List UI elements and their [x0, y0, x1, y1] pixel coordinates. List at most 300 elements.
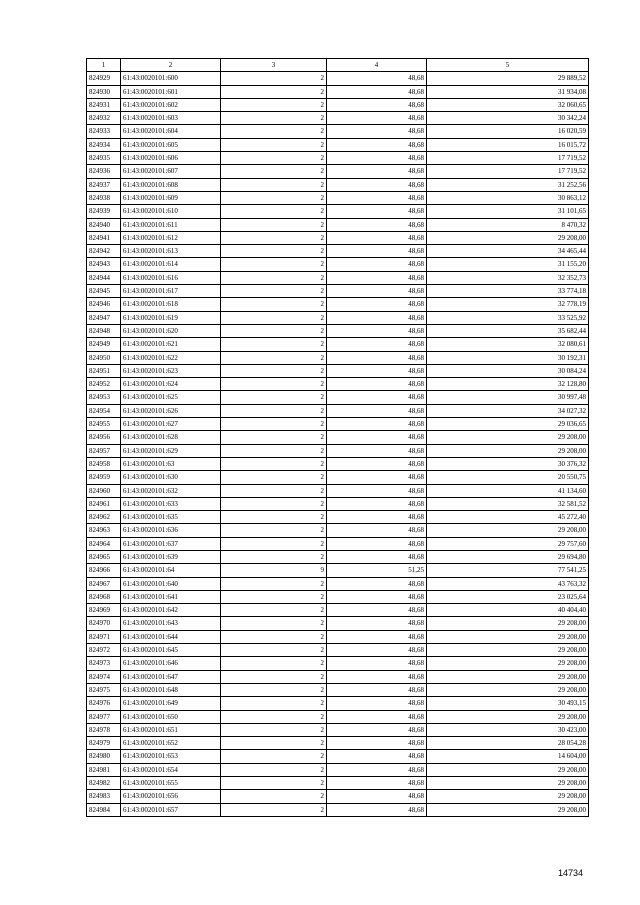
- table-cell: 61:43:0020101:604: [121, 125, 221, 138]
- table-cell: 824930: [87, 85, 121, 98]
- table-cell: 824965: [87, 550, 121, 563]
- table-cell: 824961: [87, 497, 121, 510]
- table-cell: 16 015,72: [427, 138, 589, 151]
- table-row: [87, 710, 589, 723]
- table-cell: 31 252,56: [427, 178, 589, 191]
- table-cell: 2: [221, 683, 327, 696]
- table-row: [87, 338, 589, 351]
- table-cell: 824970: [87, 617, 121, 630]
- table-cell: 23 025,64: [427, 590, 589, 603]
- table-cell: 48,68: [327, 298, 427, 311]
- table-cell: 48,68: [327, 537, 427, 550]
- table-cell: 824976: [87, 697, 121, 710]
- table-cell: 824954: [87, 404, 121, 417]
- table-cell: 61:43:0020101:611: [121, 218, 221, 231]
- table-cell: 2: [221, 324, 327, 337]
- table-cell: 40 404,40: [427, 604, 589, 617]
- table-cell: 824947: [87, 311, 121, 324]
- table-cell: 61:43:0020101:642: [121, 604, 221, 617]
- table-row: [87, 85, 589, 98]
- table-cell: 2: [221, 378, 327, 391]
- table-cell: 2: [221, 138, 327, 151]
- table-cell: 61:43:0020101:629: [121, 444, 221, 457]
- table-row: [87, 577, 589, 590]
- table-cell: 824949: [87, 338, 121, 351]
- table-cell: 2: [221, 550, 327, 563]
- table-cell: 29 208,00: [427, 630, 589, 643]
- table-row: [87, 285, 589, 298]
- table-row: [87, 457, 589, 470]
- table-cell: 61:43:0020101:622: [121, 351, 221, 364]
- table-cell: 824977: [87, 710, 121, 723]
- table-cell: 2: [221, 351, 327, 364]
- table-cell: 824943: [87, 258, 121, 271]
- table-row: [87, 311, 589, 324]
- column-header-1: 1: [87, 59, 121, 72]
- table-cell: 824953: [87, 391, 121, 404]
- table-cell: 824978: [87, 723, 121, 736]
- table-cell: 31 155,20: [427, 258, 589, 271]
- table-cell: 8 470,32: [427, 218, 589, 231]
- table-cell: 824941: [87, 231, 121, 244]
- table-cell: 16 020,59: [427, 125, 589, 138]
- table-cell: 61:43:0020101:64: [121, 564, 221, 577]
- table-row: [87, 550, 589, 563]
- table-row: [87, 351, 589, 364]
- table-cell: 61:43:0020101:617: [121, 285, 221, 298]
- table-cell: 48,68: [327, 138, 427, 151]
- table-cell: 30 493,15: [427, 697, 589, 710]
- table-row: [87, 324, 589, 337]
- table-cell: 48,68: [327, 85, 427, 98]
- table-cell: 2: [221, 723, 327, 736]
- table-cell: 31 101,65: [427, 205, 589, 218]
- table-row: [87, 378, 589, 391]
- table-cell: 2: [221, 471, 327, 484]
- table-row: [87, 683, 589, 696]
- table-cell: 824981: [87, 763, 121, 776]
- table-row: [87, 431, 589, 444]
- table-cell: 29 208,00: [427, 763, 589, 776]
- table-cell: 43 763,32: [427, 577, 589, 590]
- table-cell: 61:43:0020101:63: [121, 457, 221, 470]
- table-cell: 61:43:0020101:614: [121, 258, 221, 271]
- table-cell: 48,68: [327, 444, 427, 457]
- table-cell: 29 208,00: [427, 803, 589, 816]
- table-cell: 77 541,25: [427, 564, 589, 577]
- table-cell: 48,68: [327, 803, 427, 816]
- table-cell: 29 208,00: [427, 777, 589, 790]
- table-cell: 824936: [87, 165, 121, 178]
- table-cell: 824974: [87, 670, 121, 683]
- table-cell: 29 208,00: [427, 524, 589, 537]
- table-row: [87, 112, 589, 125]
- table-cell: 48,68: [327, 324, 427, 337]
- table-cell: 48,68: [327, 338, 427, 351]
- table-cell: 45 272,40: [427, 511, 589, 524]
- table-cell: 61:43:0020101:632: [121, 484, 221, 497]
- table-cell: 824957: [87, 444, 121, 457]
- column-header-2: 2: [121, 59, 221, 72]
- table-cell: 48,68: [327, 218, 427, 231]
- table-cell: 34 465,44: [427, 245, 589, 258]
- table-cell: 824939: [87, 205, 121, 218]
- table-row: [87, 404, 589, 417]
- table-cell: 61:43:0020101:654: [121, 763, 221, 776]
- table-row: [87, 750, 589, 763]
- table-cell: 30 863,12: [427, 191, 589, 204]
- table-cell: 51,25: [327, 564, 427, 577]
- table-cell: 48,68: [327, 524, 427, 537]
- table-cell: 2: [221, 298, 327, 311]
- table-cell: 32 080,61: [427, 338, 589, 351]
- table-cell: 48,68: [327, 497, 427, 510]
- table-cell: 48,68: [327, 191, 427, 204]
- table-cell: 48,68: [327, 644, 427, 657]
- table-cell: 61:43:0020101:635: [121, 511, 221, 524]
- table-row: [87, 218, 589, 231]
- table-cell: 2: [221, 670, 327, 683]
- table-cell: 48,68: [327, 670, 427, 683]
- table-cell: 61:43:0020101:624: [121, 378, 221, 391]
- table-cell: 2: [221, 85, 327, 98]
- table-cell: 61:43:0020101:621: [121, 338, 221, 351]
- table-cell: 2: [221, 524, 327, 537]
- table-cell: 824945: [87, 285, 121, 298]
- table-cell: 824966: [87, 564, 121, 577]
- table-cell: 29 208,00: [427, 657, 589, 670]
- table-cell: 29 208,00: [427, 710, 589, 723]
- table-row: [87, 271, 589, 284]
- table-cell: 61:43:0020101:603: [121, 112, 221, 125]
- table-cell: 48,68: [327, 617, 427, 630]
- table-cell: 2: [221, 763, 327, 776]
- table-cell: 61:43:0020101:653: [121, 750, 221, 763]
- table-cell: 2: [221, 231, 327, 244]
- table-cell: 48,68: [327, 431, 427, 444]
- table-row: [87, 697, 589, 710]
- table-cell: 61:43:0020101:626: [121, 404, 221, 417]
- table-cell: 48,68: [327, 457, 427, 470]
- table-cell: 2: [221, 165, 327, 178]
- table-row: [87, 178, 589, 191]
- table-cell: 824969: [87, 604, 121, 617]
- data-table: [86, 58, 589, 817]
- table-cell: 48,68: [327, 258, 427, 271]
- table-cell: 48,68: [327, 550, 427, 563]
- table-cell: 824980: [87, 750, 121, 763]
- table-cell: 61:43:0020101:608: [121, 178, 221, 191]
- table-cell: 48,68: [327, 604, 427, 617]
- table-cell: 48,68: [327, 590, 427, 603]
- table-cell: 824955: [87, 418, 121, 431]
- table-cell: 32 352,73: [427, 271, 589, 284]
- table-row: [87, 418, 589, 431]
- table-cell: 61:43:0020101:641: [121, 590, 221, 603]
- table-row: [87, 524, 589, 537]
- table-cell: 824932: [87, 112, 121, 125]
- table-row: [87, 803, 589, 816]
- table-cell: 33 525,92: [427, 311, 589, 324]
- table-cell: 29 694,80: [427, 550, 589, 563]
- table-cell: 29 208,00: [427, 444, 589, 457]
- table-cell: 29 208,00: [427, 431, 589, 444]
- table-cell: 61:43:0020101:648: [121, 683, 221, 696]
- table-cell: 28 054,28: [427, 737, 589, 750]
- table-cell: 61:43:0020101:656: [121, 790, 221, 803]
- table-cell: 824934: [87, 138, 121, 151]
- table-cell: 35 682,44: [427, 324, 589, 337]
- table-cell: 2: [221, 590, 327, 603]
- table-row: [87, 497, 589, 510]
- table-cell: 33 774,18: [427, 285, 589, 298]
- table-row: [87, 511, 589, 524]
- table-cell: 61:43:0020101:655: [121, 777, 221, 790]
- table-cell: 61:43:0020101:610: [121, 205, 221, 218]
- table-cell: 48,68: [327, 737, 427, 750]
- table-cell: 61:43:0020101:647: [121, 670, 221, 683]
- table-row: [87, 298, 589, 311]
- table-row: [87, 564, 589, 577]
- table-cell: 824950: [87, 351, 121, 364]
- table-cell: 2: [221, 271, 327, 284]
- table-row: [87, 471, 589, 484]
- table-cell: 61:43:0020101:639: [121, 550, 221, 563]
- table-row: [87, 98, 589, 111]
- table-cell: 824938: [87, 191, 121, 204]
- table-cell: 2: [221, 750, 327, 763]
- table-cell: 2: [221, 178, 327, 191]
- table-cell: 824971: [87, 630, 121, 643]
- table-cell: 824968: [87, 590, 121, 603]
- table-cell: 9: [221, 564, 327, 577]
- table-cell: 61:43:0020101:619: [121, 311, 221, 324]
- table-cell: 824956: [87, 431, 121, 444]
- table-row: [87, 777, 589, 790]
- table-cell: 48,68: [327, 683, 427, 696]
- table-cell: 48,68: [327, 205, 427, 218]
- table-cell: 48,68: [327, 763, 427, 776]
- table-cell: 30 376,32: [427, 457, 589, 470]
- table-cell: 30 192,31: [427, 351, 589, 364]
- table-cell: 2: [221, 364, 327, 377]
- table-cell: 824942: [87, 245, 121, 258]
- table-cell: 29 208,00: [427, 790, 589, 803]
- table-cell: 48,68: [327, 630, 427, 643]
- table-cell: 61:43:0020101:620: [121, 324, 221, 337]
- table-cell: 48,68: [327, 404, 427, 417]
- table-cell: 61:43:0020101:625: [121, 391, 221, 404]
- table-cell: 48,68: [327, 165, 427, 178]
- table-cell: 2: [221, 803, 327, 816]
- table-cell: 2: [221, 630, 327, 643]
- table-cell: 30 084,24: [427, 364, 589, 377]
- table-cell: 61:43:0020101:605: [121, 138, 221, 151]
- table-cell: 824982: [87, 777, 121, 790]
- table-cell: 61:43:0020101:609: [121, 191, 221, 204]
- table-cell: 61:43:0020101:646: [121, 657, 221, 670]
- table-cell: 824973: [87, 657, 121, 670]
- table-cell: 824972: [87, 644, 121, 657]
- table-cell: 2: [221, 511, 327, 524]
- table-row: [87, 630, 589, 643]
- table-cell: 48,68: [327, 125, 427, 138]
- table-row: [87, 165, 589, 178]
- table-cell: 61:43:0020101:616: [121, 271, 221, 284]
- table-cell: 61:43:0020101:652: [121, 737, 221, 750]
- table-row: [87, 125, 589, 138]
- table-cell: 824931: [87, 98, 121, 111]
- table-cell: 824935: [87, 152, 121, 165]
- table-cell: 824948: [87, 324, 121, 337]
- table-cell: 48,68: [327, 577, 427, 590]
- table-cell: 30 997,48: [427, 391, 589, 404]
- table-cell: 48,68: [327, 697, 427, 710]
- table-cell: 2: [221, 98, 327, 111]
- table-row: [87, 391, 589, 404]
- table-cell: 48,68: [327, 511, 427, 524]
- table-cell: 61:43:0020101:618: [121, 298, 221, 311]
- table-cell: 61:43:0020101:623: [121, 364, 221, 377]
- table-cell: 34 027,32: [427, 404, 589, 417]
- table-cell: 2: [221, 285, 327, 298]
- page-number: 14734: [558, 868, 584, 878]
- table-cell: 61:43:0020101:633: [121, 497, 221, 510]
- table-cell: 48,68: [327, 391, 427, 404]
- table-cell: 32 060,65: [427, 98, 589, 111]
- table-cell: 2: [221, 404, 327, 417]
- table-cell: 48,68: [327, 311, 427, 324]
- table-cell: 824984: [87, 803, 121, 816]
- table-cell: 824967: [87, 577, 121, 590]
- table-row: [87, 152, 589, 165]
- table-cell: 61:43:0020101:601: [121, 85, 221, 98]
- table-row: [87, 617, 589, 630]
- table-row: [87, 644, 589, 657]
- table-row: [87, 484, 589, 497]
- table-cell: 824958: [87, 457, 121, 470]
- table-cell: 2: [221, 191, 327, 204]
- table-cell: 48,68: [327, 245, 427, 258]
- table-cell: 2: [221, 484, 327, 497]
- table-cell: 14 604,00: [427, 750, 589, 763]
- table-cell: 824933: [87, 125, 121, 138]
- table-cell: 29 757,60: [427, 537, 589, 550]
- table-cell: 48,68: [327, 178, 427, 191]
- table-cell: 824937: [87, 178, 121, 191]
- table-cell: 32 778,19: [427, 298, 589, 311]
- table-cell: 29 208,00: [427, 670, 589, 683]
- table-row: [87, 763, 589, 776]
- table-cell: 48,68: [327, 285, 427, 298]
- table-cell: 48,68: [327, 152, 427, 165]
- table-cell: 2: [221, 444, 327, 457]
- table-header-row: [87, 59, 589, 72]
- table-cell: 17 719,52: [427, 165, 589, 178]
- table-cell: 2: [221, 617, 327, 630]
- table-cell: 61:43:0020101:645: [121, 644, 221, 657]
- table-cell: 61:43:0020101:628: [121, 431, 221, 444]
- table-cell: 824952: [87, 378, 121, 391]
- table-cell: 824940: [87, 218, 121, 231]
- table-cell: 2: [221, 218, 327, 231]
- table-cell: 824975: [87, 683, 121, 696]
- table-cell: 48,68: [327, 72, 427, 85]
- table-cell: 48,68: [327, 98, 427, 111]
- table-cell: 61:43:0020101:650: [121, 710, 221, 723]
- table-cell: 48,68: [327, 364, 427, 377]
- table-cell: 48,68: [327, 657, 427, 670]
- table-cell: 2: [221, 457, 327, 470]
- table-cell: 61:43:0020101:637: [121, 537, 221, 550]
- table-cell: 61:43:0020101:606: [121, 152, 221, 165]
- table-cell: 29 208,00: [427, 683, 589, 696]
- table-cell: 824979: [87, 737, 121, 750]
- column-header-4: 4: [327, 59, 427, 72]
- table-cell: 41 134,60: [427, 484, 589, 497]
- table-cell: 61:43:0020101:602: [121, 98, 221, 111]
- column-header-3: 3: [221, 59, 327, 72]
- table-cell: 48,68: [327, 418, 427, 431]
- table-cell: 48,68: [327, 750, 427, 763]
- table-row: [87, 138, 589, 151]
- table-cell: 32 128,80: [427, 378, 589, 391]
- table-row: [87, 657, 589, 670]
- table-cell: 2: [221, 125, 327, 138]
- table-cell: 824946: [87, 298, 121, 311]
- table-cell: 61:43:0020101:630: [121, 471, 221, 484]
- table-cell: 2: [221, 391, 327, 404]
- table-cell: 2: [221, 537, 327, 550]
- table-cell: 2: [221, 205, 327, 218]
- table-cell: 48,68: [327, 351, 427, 364]
- table-cell: 2: [221, 777, 327, 790]
- table-cell: 29 036,65: [427, 418, 589, 431]
- table-row: [87, 723, 589, 736]
- table-cell: 61:43:0020101:644: [121, 630, 221, 643]
- table-cell: 61:43:0020101:640: [121, 577, 221, 590]
- table-row: [87, 670, 589, 683]
- table-body: [87, 72, 589, 817]
- table-cell: 2: [221, 245, 327, 258]
- table-cell: 824944: [87, 271, 121, 284]
- table-cell: 2: [221, 72, 327, 85]
- table-cell: 61:43:0020101:649: [121, 697, 221, 710]
- table-cell: 20 550,75: [427, 471, 589, 484]
- table-cell: 61:43:0020101:612: [121, 231, 221, 244]
- column-header-5: 5: [427, 59, 589, 72]
- table-cell: 61:43:0020101:636: [121, 524, 221, 537]
- table-cell: 2: [221, 790, 327, 803]
- table-cell: 824960: [87, 484, 121, 497]
- table-cell: 48,68: [327, 723, 427, 736]
- table-row: [87, 590, 589, 603]
- table-cell: 48,68: [327, 790, 427, 803]
- table-cell: 2: [221, 657, 327, 670]
- table-cell: 2: [221, 418, 327, 431]
- table-row: [87, 258, 589, 271]
- table-cell: 48,68: [327, 112, 427, 125]
- table-cell: 2: [221, 431, 327, 444]
- table-cell: 824962: [87, 511, 121, 524]
- table-cell: 29 208,00: [427, 644, 589, 657]
- table-cell: 29 208,00: [427, 231, 589, 244]
- table-cell: 2: [221, 152, 327, 165]
- table-cell: 824964: [87, 537, 121, 550]
- table-cell: 61:43:0020101:651: [121, 723, 221, 736]
- table-row: [87, 444, 589, 457]
- table-row: [87, 790, 589, 803]
